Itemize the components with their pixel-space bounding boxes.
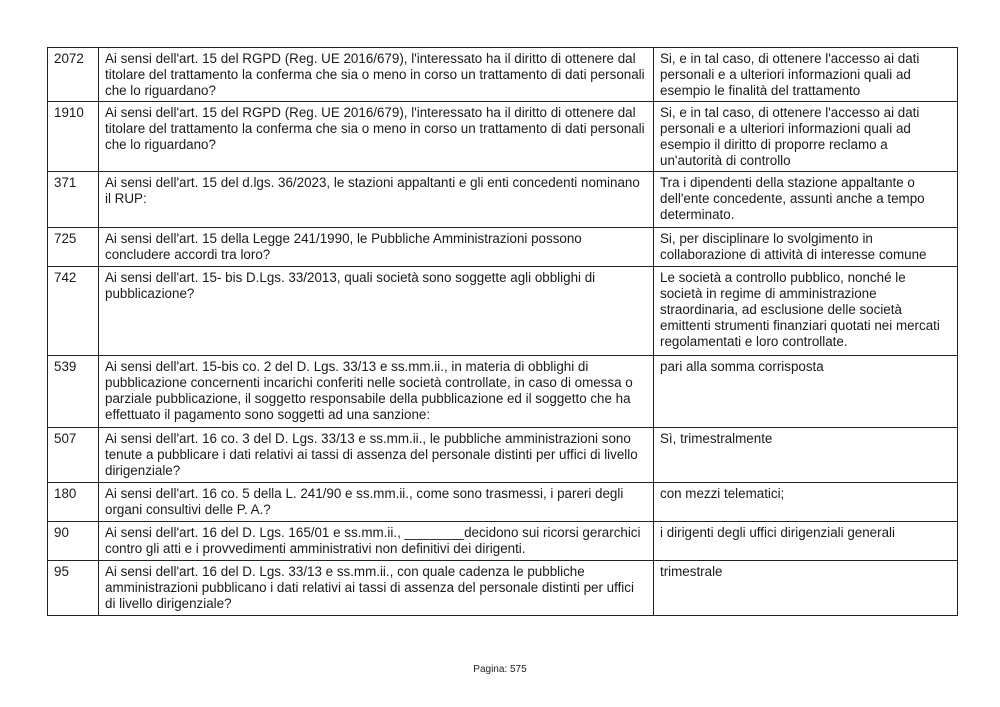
question-text: Ai sensi dell'art. 15-bis co. 2 del D. Lgs. 33/13 e ss.mm.ii., in materia di obblighi di pubblicazione concernenti incarichi conferiti nelle società controllate, in caso di omessa o parziale pubblicazione, il soggetto responsabile della pubblicazione ed il soggetto che ha effettuato il pagamento sono soggetti ad una sanzione: xyxy=(99,355,654,427)
table-row xyxy=(48,266,958,355)
question-id: 2072 xyxy=(48,48,99,102)
question-id: 1910 xyxy=(48,101,99,171)
question-id: 742 xyxy=(48,266,99,355)
answer-text: Sì, trimestralmente xyxy=(654,427,958,482)
question-table xyxy=(47,47,958,616)
question-id: 95 xyxy=(48,560,99,615)
table-row xyxy=(48,101,958,171)
answer-text: Si, e in tal caso, di ottenere l'accesso ai dati personali e a ulteriori informazioni quali ad esempio il diritto di proporre reclamo a un'autorità di controllo xyxy=(654,101,958,171)
table-row xyxy=(48,355,958,427)
table-row xyxy=(48,171,958,227)
question-id: 371 xyxy=(48,171,99,227)
question-text: Ai sensi dell'art. 16 co. 5 della L. 241/90 e ss.mm.ii., come sono trasmessi, i pareri degli organi consultivi delle P. A.? xyxy=(99,482,654,521)
table-row xyxy=(48,48,958,102)
answer-text: trimestrale xyxy=(654,560,958,615)
answer-text: con mezzi telematici; xyxy=(654,482,958,521)
question-text: Ai sensi dell'art. 15 del RGPD (Reg. UE 2016/679), l'interessato ha il diritto di ottenere dal titolare del trattamento la conferma che sia o meno in corso un trattamento di dati personali che lo riguardano? xyxy=(99,48,654,102)
question-id: 725 xyxy=(48,227,99,266)
question-text: Ai sensi dell'art. 15 della Legge 241/1990, le Pubbliche Amministrazioni possono concludere accordi tra loro? xyxy=(99,227,654,266)
question-text: Ai sensi dell'art. 15 del d.lgs. 36/2023, le stazioni appaltanti e gli enti concedenti nominano il RUP: xyxy=(99,171,654,227)
question-text: Ai sensi dell'art. 16 del D. Lgs. 165/01 e ss.mm.ii., ________decidono sui ricorsi gerarchici contro gli atti e i provvedimenti amministrativi non definitivi dei dirigenti. xyxy=(99,521,654,560)
answer-text: i dirigenti degli uffici dirigenziali generali xyxy=(654,521,958,560)
answer-text: Si, e in tal caso, di ottenere l'accesso ai dati personali e a ulteriori informazioni quali ad esempio le finalità del trattamento xyxy=(654,48,958,102)
question-text: Ai sensi dell'art. 16 del D. Lgs. 33/13 e ss.mm.ii., con quale cadenza le pubbliche amministrazioni pubblicano i dati relativi ai tassi di assenza del personale distinti per uffici di livello dirigenziale? xyxy=(99,560,654,615)
question-id: 90 xyxy=(48,521,99,560)
table-row xyxy=(48,560,958,615)
question-text: Ai sensi dell'art. 15 del RGPD (Reg. UE 2016/679), l'interessato ha il diritto di ottenere dal titolare del trattamento la conferma che sia o meno in corso un trattamento di dati personali che lo riguardano? xyxy=(99,101,654,171)
answer-text: pari alla somma corrisposta xyxy=(654,355,958,427)
question-text: Ai sensi dell'art. 16 co. 3 del D. Lgs. 33/13 e ss.mm.ii., le pubbliche amministrazioni sono tenute a pubblicare i dati relativi ai tassi di assenza del personale distinti per uffici di livello dirigenziale? xyxy=(99,427,654,482)
question-text: Ai sensi dell'art. 15- bis D.Lgs. 33/2013, quali società sono soggette agli obblighi di pubblicazione? xyxy=(99,266,654,355)
answer-text: Tra i dipendenti della stazione appaltante o dell'ente concedente, assunti anche a tempo determinato. xyxy=(654,171,958,227)
table-row xyxy=(48,427,958,482)
table-row xyxy=(48,482,958,521)
table-row xyxy=(48,227,958,266)
table-row xyxy=(48,521,958,560)
answer-text: Si, per disciplinare lo svolgimento in collaborazione di attività di interesse comune xyxy=(654,227,958,266)
answer-text: Le società a controllo pubblico, nonché le società in regime di amministrazione straordinaria, ad esclusione delle società emittenti strumenti finanziari quotati nei mercati regolamentati e loro controllate. xyxy=(654,266,958,355)
question-id: 180 xyxy=(48,482,99,521)
question-id: 507 xyxy=(48,427,99,482)
page-number: Pagina: 575 xyxy=(473,664,527,675)
question-id: 539 xyxy=(48,355,99,427)
